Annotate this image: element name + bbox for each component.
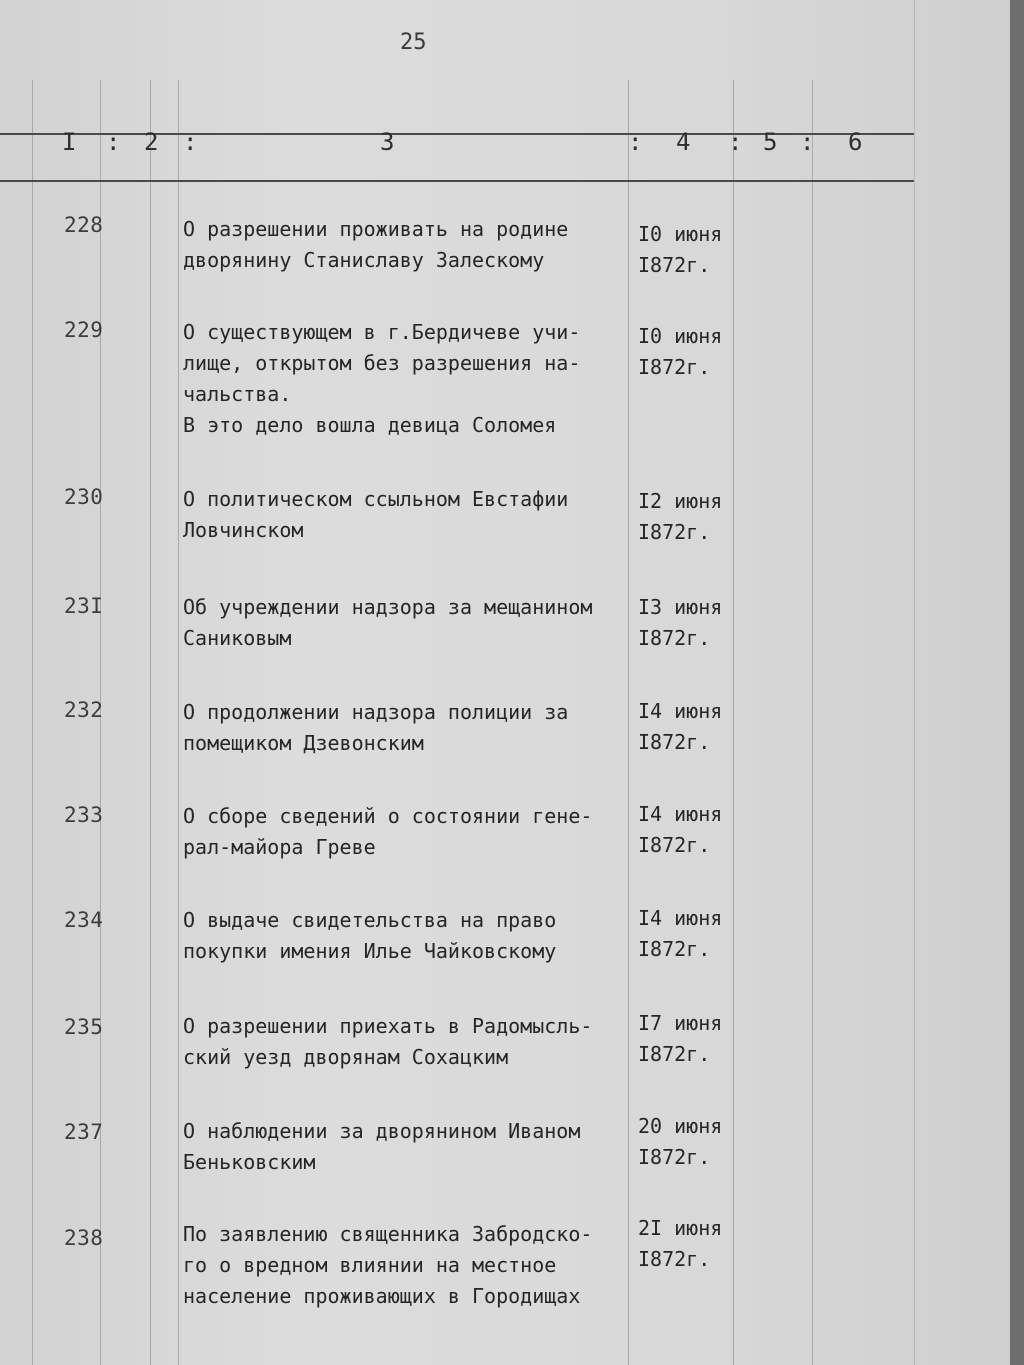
header-col-2: 2 [144, 128, 159, 156]
column-divider [32, 80, 33, 1365]
header-col-1: I [62, 128, 77, 156]
header-rule-bottom [0, 180, 914, 182]
header-separator: : [183, 128, 198, 156]
row-date: 20 июня I872г. [638, 1114, 723, 1169]
header-col-6: 6 [848, 128, 863, 156]
row-description: О сборе сведений о состоянии гене- рал-майора Греве [183, 804, 593, 859]
row-date: I4 июня I872г. [638, 906, 723, 961]
row-date: I7 июня I872г. [638, 1011, 723, 1066]
row-description: О разрешении проживать на родине дворянину Станиславу Залескому [183, 217, 569, 272]
header-col-4: 4 [676, 128, 691, 156]
column-divider [812, 80, 813, 1365]
row-number: 238 [64, 1226, 104, 1250]
row-date: I2 июня I872г. [638, 489, 723, 544]
column-divider [100, 80, 101, 1365]
row-description: О разрешении приехать в Радомысль- ский уезд дворянам Сохацким [183, 1014, 593, 1069]
header-separator: : [800, 128, 815, 156]
row-description: О политическом ссыльном Евстафии Ловчинском [183, 487, 569, 542]
row-number: 237 [64, 1120, 104, 1144]
row-description: Об учреждении надзора за мещанином Саниковым [183, 595, 593, 650]
row-date: I0 июня I872г. [638, 222, 723, 277]
column-divider [178, 80, 179, 1365]
row-number: 232 [64, 698, 104, 722]
row-description: По заявлению священника Забродско- го о вредном влиянии на местное население проживающих в Городищах [183, 1222, 593, 1308]
row-description: О существующем в г.Бердичеве учи- лище, открытом без разрешения на- чальства. В это дело вошла девица Соломея [183, 320, 581, 437]
row-date: I4 июня I872г. [638, 802, 723, 857]
row-number: 230 [64, 485, 104, 509]
row-date: I0 июня I872г. [638, 324, 723, 379]
header-separator: : [628, 128, 643, 156]
header-separator: : [106, 128, 121, 156]
row-number: 235 [64, 1015, 104, 1039]
header-col-3: 3 [380, 128, 395, 156]
row-number: 229 [64, 318, 104, 342]
row-number: 233 [64, 803, 104, 827]
header-col-5: 5 [763, 128, 778, 156]
row-description: О выдаче свидетельства на право покупки имения Илье Чайковскому [183, 908, 557, 963]
row-description: О наблюдении за дворянином Иваном Беньковским [183, 1119, 581, 1174]
row-number: 228 [64, 213, 104, 237]
row-number: 23I [64, 594, 104, 618]
row-description: О продолжении надзора полиции за помещиком Дзевонским [183, 700, 569, 755]
row-date: I4 июня I872г. [638, 699, 723, 754]
row-date: 2I июня I872г. [638, 1216, 723, 1271]
column-divider [150, 80, 151, 1365]
page-edge [914, 0, 915, 1365]
page-number: 25 [400, 30, 427, 55]
row-date: I3 июня I872г. [638, 595, 723, 650]
row-number: 234 [64, 908, 104, 932]
header-separator: : [728, 128, 743, 156]
